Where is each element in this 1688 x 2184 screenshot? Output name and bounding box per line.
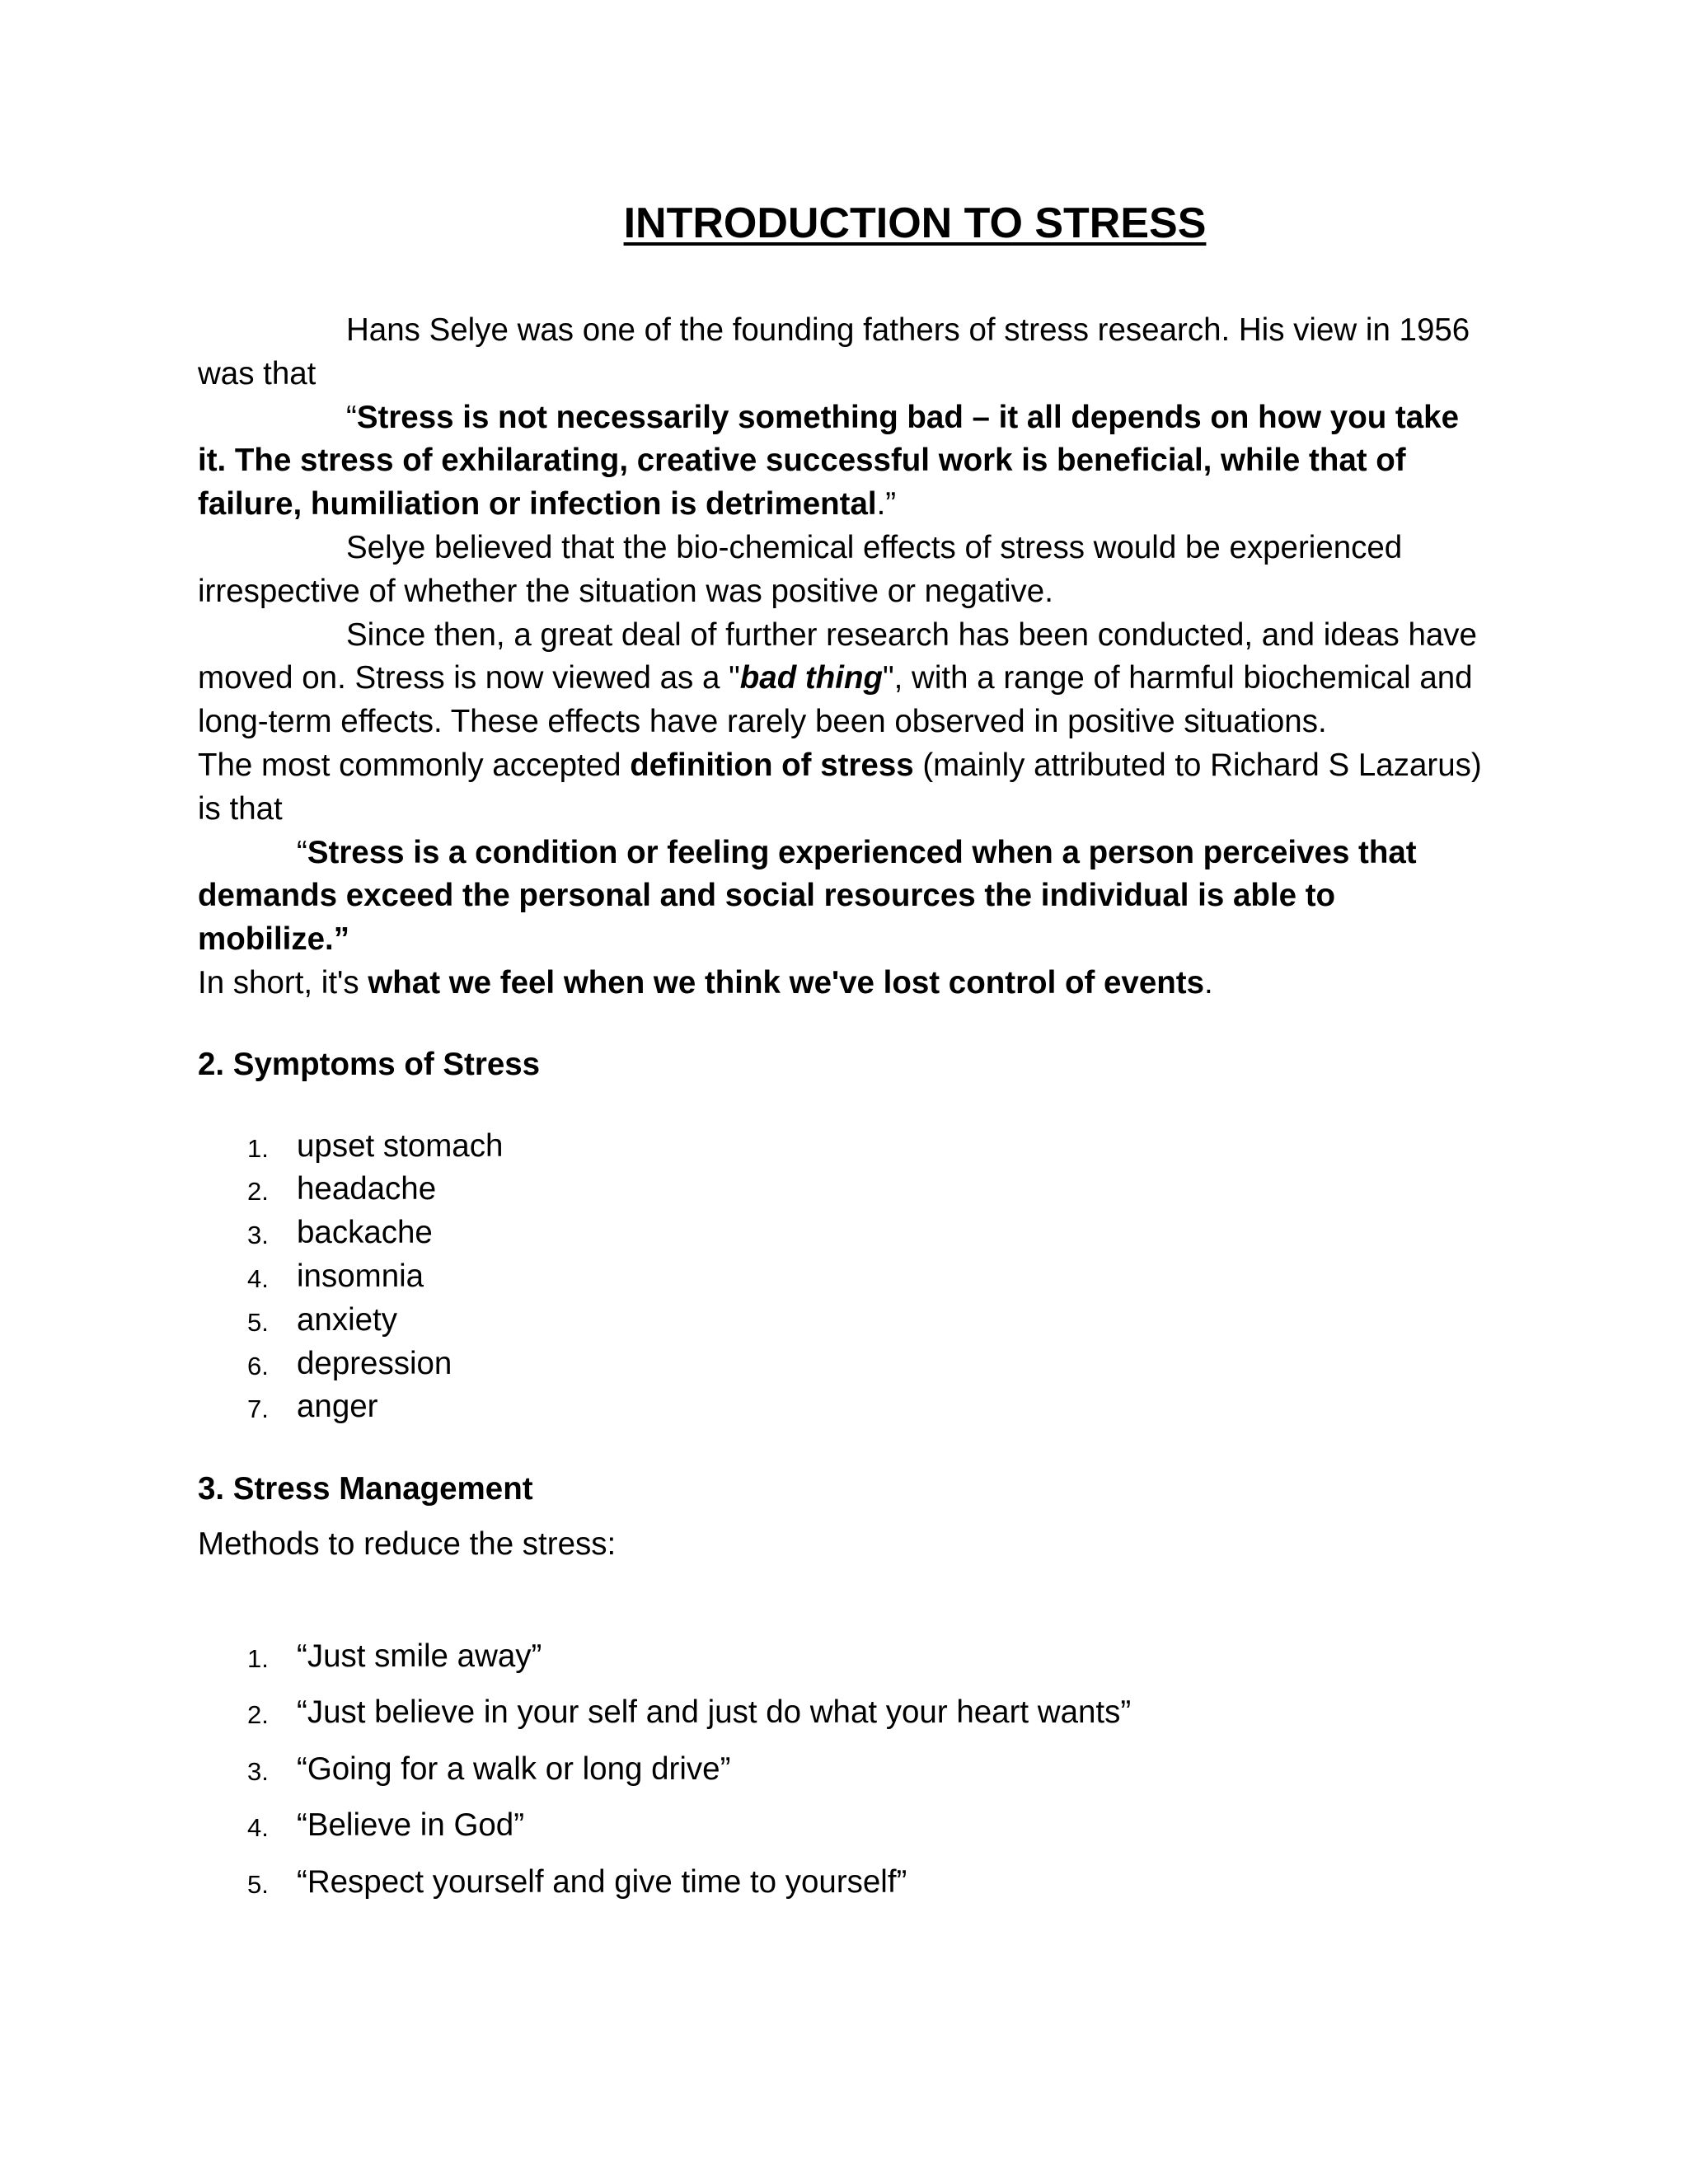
paragraph-definition: The most commonly accepted definition of stress (mainly attributed to Richard S Lazarus) is that: [198, 747, 1482, 827]
list-item: 3. “Going for a walk or long drive”: [247, 1750, 731, 1787]
list-item: 1. upset stomach: [247, 1127, 504, 1164]
quote-selye-bold: Stress is not necessarily something bad – it all depends on how you take it. The stress of exhilarating, creative successful work is beneficial, while that of failure, humiliation or infection is detrimental: [198, 399, 1459, 523]
list-item: 6. depression: [247, 1345, 452, 1381]
list-item: 4. “Believe in God”: [247, 1807, 525, 1844]
quote-lazarus-bold: Stress is a condition or feeling experienced when a person perceives that demands exceed the personal and social resources the individual is able to mobilize.”: [198, 834, 1417, 958]
paragraph-in-short: In short, it's what we feel when we think we've lost control of events.: [198, 964, 1213, 1001]
quote-lazarus: “Stress is a condition or feeling experienced when a person perceives that demands exceed the personal and social resources the individual is able to mobilize.”: [198, 834, 1417, 958]
paragraph-selye-belief: Selye believed that the bio-chemical effects of stress would be experienced irrespective of whether the situation was positive or negative.: [198, 529, 1403, 609]
paragraph-further-research: Since then, a great deal of further research has been conducted, and ideas have moved on. Stress is now viewed as a "bad thing", with a range of harmful biochemical and long-term effects. These effects have rarely been observed in positive situations.: [198, 616, 1477, 740]
document-body: [198, 309, 1484, 1917]
list-item: 7. anger: [247, 1389, 378, 1425]
list-item: 4. insomnia: [247, 1258, 424, 1294]
bad-thing-emphasis: bad thing: [739, 660, 883, 696]
heading-symptoms: 2. Symptoms of Stress: [198, 1046, 541, 1082]
paragraph-selye-intro: Hans Selye was one of the founding fathers of stress research. His view in 1956 was that: [198, 312, 1470, 391]
management-intro: Methods to reduce the stress:: [198, 1526, 617, 1562]
list-item: 2. headache: [247, 1171, 437, 1207]
page-title: INTRODUCTION TO STRESS: [623, 199, 1207, 247]
methods-list: [198, 1635, 1484, 1904]
quote-selye: “Stress is not necessarily something bad – it all depends on how you take it. The stress of exhilarating, creative successful work is beneficial, while that of failure, humiliation or infection is detrimental.”: [198, 399, 1459, 523]
list-item: 3. backache: [247, 1215, 433, 1251]
list-item: 2. “Just believe in your self and just do what your heart wants”: [247, 1694, 1132, 1731]
definition-bold: definition of stress: [630, 747, 914, 783]
list-item: 5. “Respect yourself and give time to yourself”: [247, 1863, 907, 1900]
heading-stress-management: 3. Stress Management: [198, 1471, 533, 1507]
list-item: 5. anxiety: [247, 1301, 397, 1338]
symptoms-list: [198, 1125, 1484, 1430]
list-item: 1. “Just smile away”: [247, 1638, 542, 1674]
in-short-bold: what we feel when we think we've lost control of events: [368, 964, 1204, 1001]
